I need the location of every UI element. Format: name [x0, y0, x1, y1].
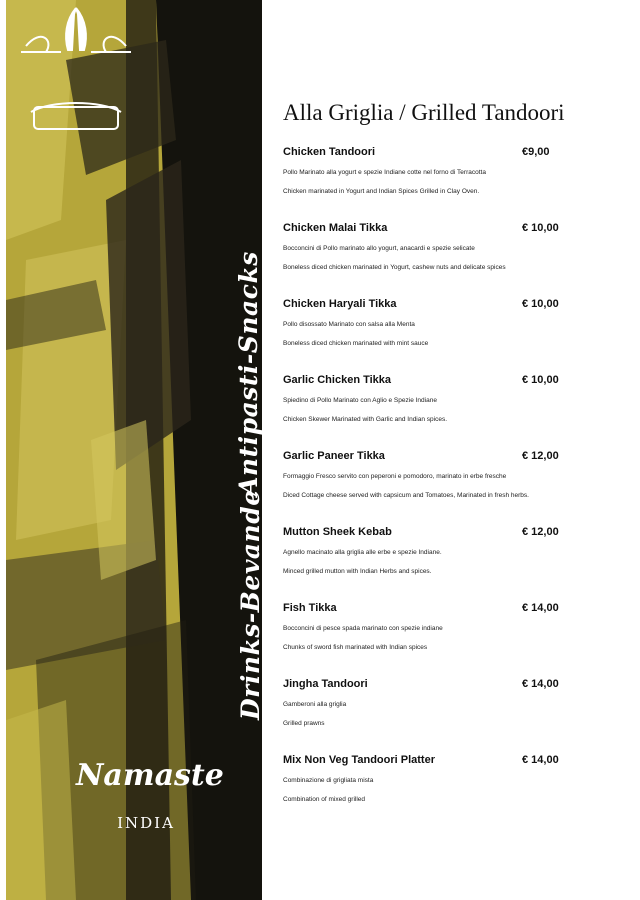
item-price: € 10,00 — [522, 298, 559, 310]
namaste-hands-logo-icon — [6, 0, 146, 140]
item-description-english: Boneless diced chicken marinated in Yogurt, cashew nuts and delicate spices — [283, 264, 506, 271]
item-description-english: Chunks of sword fish marinated with Indian spices — [283, 644, 428, 651]
item-price: € 12,00 — [522, 526, 559, 538]
item-name: Garlic Paneer Tikka — [283, 450, 385, 462]
item-description-italian: Combinazione di grigliata mista — [283, 777, 374, 784]
menu-section — [283, 100, 603, 803]
item-price: € 14,00 — [522, 678, 559, 690]
item-price: €9,00 — [522, 146, 550, 158]
item-name: Jingha Tandoori — [283, 678, 368, 690]
logo-country: INDIA — [117, 814, 175, 832]
side-panel — [6, 0, 265, 900]
item-description-italian: Bocconcini di pesce spada marinato con spezie indiane — [283, 625, 443, 632]
item-name: Fish Tikka — [283, 602, 337, 614]
item-description-italian: Gamberoni alla griglia — [283, 701, 347, 708]
item-description-english: Diced Cottage cheese served with capsicum and Tomatoes, Marinated in fresh herbs. — [283, 492, 529, 499]
menu-item — [283, 374, 603, 450]
item-price: € 14,00 — [522, 602, 559, 614]
item-description-italian: Spiedino di Pollo Marinato con Aglio e Spezie Indiane — [283, 397, 437, 404]
menu-item — [283, 678, 603, 754]
item-description-italian: Bocconcini di Pollo marinato allo yogurt, anacardi e spezie selicate — [283, 245, 475, 252]
item-price: € 12,00 — [522, 450, 559, 462]
menu-title: Alla Griglia / Grilled Tandoori — [283, 100, 565, 125]
menu-item — [283, 298, 603, 374]
item-description-italian: Pollo Marinato alla yogurt e spezie Indiane cotte nel forno di Terracotta — [283, 169, 486, 176]
menu-item — [283, 754, 603, 830]
item-description-italian: Pollo disossato Marinato con salsa alla Menta — [283, 321, 415, 328]
vertical-label-drinks: Drinks-Bevande — [236, 489, 265, 720]
item-price: € 10,00 — [522, 222, 559, 234]
item-price: € 14,00 — [522, 754, 559, 766]
item-name: Chicken Haryali Tikka — [283, 298, 397, 310]
item-name: Garlic Chicken Tikka — [283, 374, 392, 386]
item-description-english: Chicken marinated in Yogurt and Indian Spices Grilled in Clay Oven. — [283, 188, 480, 195]
item-name: Mutton Sheek Kebab — [283, 526, 392, 538]
menu-items-list — [283, 146, 603, 830]
item-description-english: Boneless diced chicken marinated with mint sauce — [283, 340, 429, 347]
menu-item — [283, 222, 603, 298]
item-description-english: Combination of mixed grilled — [283, 796, 366, 803]
logo-name: Namaste — [76, 758, 224, 793]
item-description-italian: Agnello macinato alla griglia alle erbe e spezie Indiane. — [283, 549, 442, 556]
item-name: Chicken Tandoori — [283, 146, 376, 158]
vertical-label-antipasti: Antipasti-Snacks — [234, 251, 263, 496]
item-description-english: Chicken Skewer Marinated with Garlic and Indian spices. — [283, 416, 448, 423]
item-name: Chicken Malai Tikka — [283, 222, 388, 234]
menu-item — [283, 526, 603, 602]
item-description-english: Minced grilled mutton with Indian Herbs and spices. — [283, 568, 432, 575]
menu-item — [283, 602, 603, 678]
menu-item — [283, 146, 603, 222]
item-name: Mix Non Veg Tandoori Platter — [283, 754, 435, 766]
item-price: € 10,00 — [522, 374, 559, 386]
item-description-english: Grilled prawns — [283, 720, 325, 727]
item-description-italian: Formaggio Fresco servito con peperoni e pomodoro, marinato in erbe fresche — [283, 473, 507, 480]
menu-item — [283, 450, 603, 526]
